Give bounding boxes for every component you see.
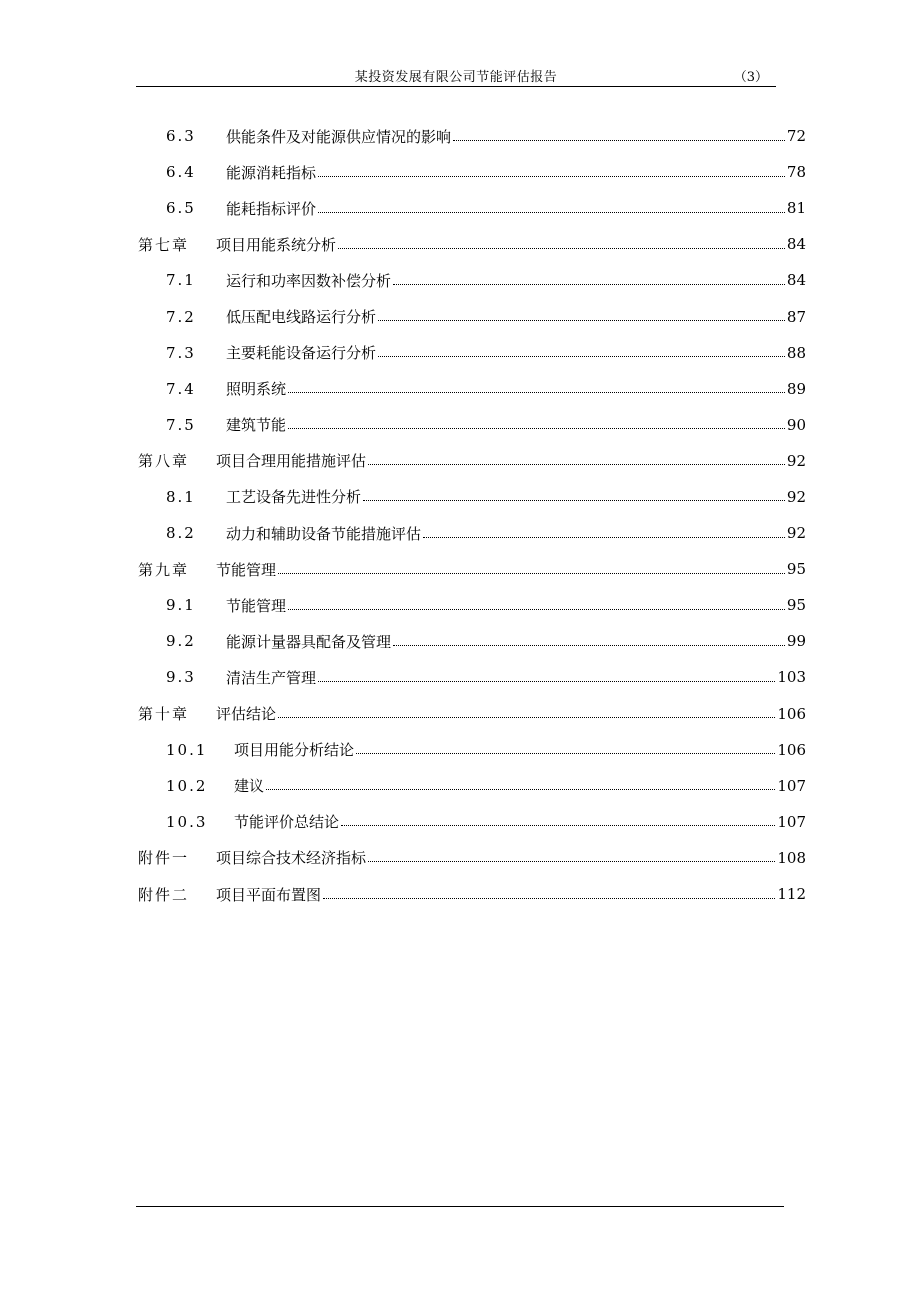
- toc-entry-number: 8.2: [166, 524, 196, 543]
- toc-dot-leader: [288, 428, 785, 429]
- toc-dot-leader: [278, 717, 775, 718]
- toc-entry-page: 90: [786, 415, 806, 434]
- toc-entry[interactable]: [138, 515, 806, 551]
- toc-entry-page: 107: [777, 776, 806, 795]
- toc-entry-title: 工艺设备先进性分析: [226, 488, 362, 507]
- toc-entry-page: 108: [777, 848, 806, 867]
- footer-divider: [136, 1206, 784, 1207]
- header-title: 某投资发展有限公司节能评估报告: [354, 70, 558, 85]
- toc-entry[interactable]: [138, 804, 806, 840]
- toc-dot-leader: [368, 464, 785, 465]
- toc-entry-number: 6.3: [166, 127, 196, 146]
- toc-dot-leader: [393, 645, 785, 646]
- toc-entry[interactable]: [138, 226, 806, 262]
- toc-entry-number: 附件一: [138, 849, 190, 868]
- toc-entry[interactable]: [138, 876, 806, 912]
- table-of-contents: [138, 118, 806, 912]
- toc-entry-number: 第九章: [138, 560, 190, 579]
- toc-entry-title: 动力和辅助设备节能措施评估: [226, 524, 422, 543]
- toc-dot-leader: [318, 176, 785, 177]
- toc-entry-title: 照明系统: [226, 380, 287, 399]
- toc-dot-leader: [288, 609, 785, 610]
- toc-entry-page: 84: [786, 235, 806, 254]
- toc-entry-title: 能源计量器具配备及管理: [226, 632, 392, 651]
- toc-entry-title: 节能评价总结论: [234, 813, 340, 832]
- toc-entry-page: 95: [786, 596, 806, 615]
- toc-dot-leader: [318, 681, 775, 682]
- toc-dot-leader: [318, 212, 785, 213]
- toc-entry-number: 9.3: [166, 668, 196, 687]
- toc-entry[interactable]: [138, 732, 806, 768]
- toc-entry-number: 附件二: [138, 885, 190, 904]
- toc-entry[interactable]: [138, 262, 806, 298]
- toc-entry-number: 8.1: [166, 487, 196, 506]
- toc-entry-number: 10.2: [166, 776, 208, 795]
- toc-entry-page: 88: [786, 343, 806, 362]
- toc-entry[interactable]: [138, 154, 806, 190]
- toc-entry-number: 6.5: [166, 199, 196, 218]
- toc-entry-number: 7.1: [166, 271, 196, 290]
- toc-entry-page: 107: [777, 812, 806, 831]
- toc-entry-title: 建筑节能: [226, 416, 287, 435]
- toc-entry-page: 99: [786, 632, 806, 651]
- toc-dot-leader: [378, 320, 785, 321]
- toc-entry-number: 9.1: [166, 596, 196, 615]
- toc-entry[interactable]: [138, 623, 806, 659]
- toc-entry-title: 建议: [234, 777, 265, 796]
- header-page-number: （3）: [733, 70, 768, 85]
- toc-entry-number: 10.1: [166, 740, 208, 759]
- toc-entry-title: 项目合理用能措施评估: [216, 452, 367, 471]
- toc-entry-page: 92: [786, 524, 806, 543]
- toc-dot-leader: [453, 140, 785, 141]
- toc-entry-number: 第八章: [138, 452, 190, 471]
- toc-entry-title: 项目综合技术经济指标: [216, 849, 367, 868]
- toc-entry[interactable]: [138, 371, 806, 407]
- toc-dot-leader: [338, 248, 785, 249]
- toc-entry-number: 10.3: [166, 812, 208, 831]
- toc-entry[interactable]: [138, 696, 806, 732]
- toc-dot-leader: [393, 284, 785, 285]
- toc-entry-title: 能耗指标评价: [226, 199, 317, 218]
- toc-entry-number: 7.5: [166, 415, 196, 434]
- toc-entry-number: 6.4: [166, 163, 196, 182]
- toc-entry-number: 第十章: [138, 705, 190, 724]
- toc-dot-leader: [368, 861, 775, 862]
- toc-dot-leader: [423, 537, 785, 538]
- toc-entry-title: 项目用能分析结论: [234, 741, 355, 760]
- toc-entry-number: 7.4: [166, 379, 196, 398]
- toc-entry[interactable]: [138, 335, 806, 371]
- toc-entry-title: 运行和功率因数补偿分析: [226, 271, 392, 290]
- toc-entry[interactable]: [138, 659, 806, 695]
- toc-entry-page: 95: [786, 560, 806, 579]
- page-header: [136, 62, 776, 87]
- toc-entry-number: 7.2: [166, 307, 196, 326]
- toc-entry-page: 89: [786, 379, 806, 398]
- toc-entry-page: 92: [786, 451, 806, 470]
- toc-entry-page: 78: [786, 163, 806, 182]
- toc-entry[interactable]: [138, 840, 806, 876]
- toc-entry[interactable]: [138, 298, 806, 334]
- toc-entry-page: 106: [777, 740, 806, 759]
- toc-entry-page: 92: [786, 487, 806, 506]
- toc-entry-title: 清洁生产管理: [226, 668, 317, 687]
- toc-entry[interactable]: [138, 587, 806, 623]
- toc-entry-page: 84: [786, 271, 806, 290]
- toc-entry-title: 项目平面布置图: [216, 885, 322, 904]
- toc-entry-page: 81: [786, 199, 806, 218]
- toc-dot-leader: [356, 753, 775, 754]
- toc-entry-page: 106: [777, 704, 806, 723]
- toc-entry[interactable]: [138, 118, 806, 154]
- toc-entry[interactable]: [138, 768, 806, 804]
- toc-entry-title: 节能管理: [226, 596, 287, 615]
- toc-entry-number: 第七章: [138, 235, 190, 254]
- toc-entry-title: 评估结论: [216, 705, 277, 724]
- toc-entry-title: 节能管理: [216, 560, 277, 579]
- toc-entry-title: 能源消耗指标: [226, 163, 317, 182]
- toc-entry[interactable]: [138, 551, 806, 587]
- toc-entry[interactable]: [138, 443, 806, 479]
- toc-dot-leader: [378, 356, 785, 357]
- toc-dot-leader: [278, 573, 785, 574]
- toc-entry-page: 103: [777, 668, 806, 687]
- toc-dot-leader: [266, 789, 775, 790]
- toc-entry-title: 供能条件及对能源供应情况的影响: [226, 127, 452, 146]
- toc-entry-number: 7.3: [166, 343, 196, 362]
- toc-entry-number: 9.2: [166, 632, 196, 651]
- toc-entry-page: 87: [786, 307, 806, 326]
- toc-entry-title: 低压配电线路运行分析: [226, 308, 377, 327]
- toc-entry[interactable]: [138, 479, 806, 515]
- toc-entry[interactable]: [138, 190, 806, 226]
- toc-entry[interactable]: [138, 407, 806, 443]
- toc-entry-page: 72: [786, 127, 806, 146]
- toc-dot-leader: [323, 898, 775, 899]
- toc-entry-page: 112: [777, 885, 806, 904]
- toc-entry-title: 主要耗能设备运行分析: [226, 344, 377, 363]
- toc-dot-leader: [363, 500, 785, 501]
- toc-dot-leader: [288, 392, 785, 393]
- toc-dot-leader: [341, 825, 775, 826]
- toc-entry-title: 项目用能系统分析: [216, 235, 337, 254]
